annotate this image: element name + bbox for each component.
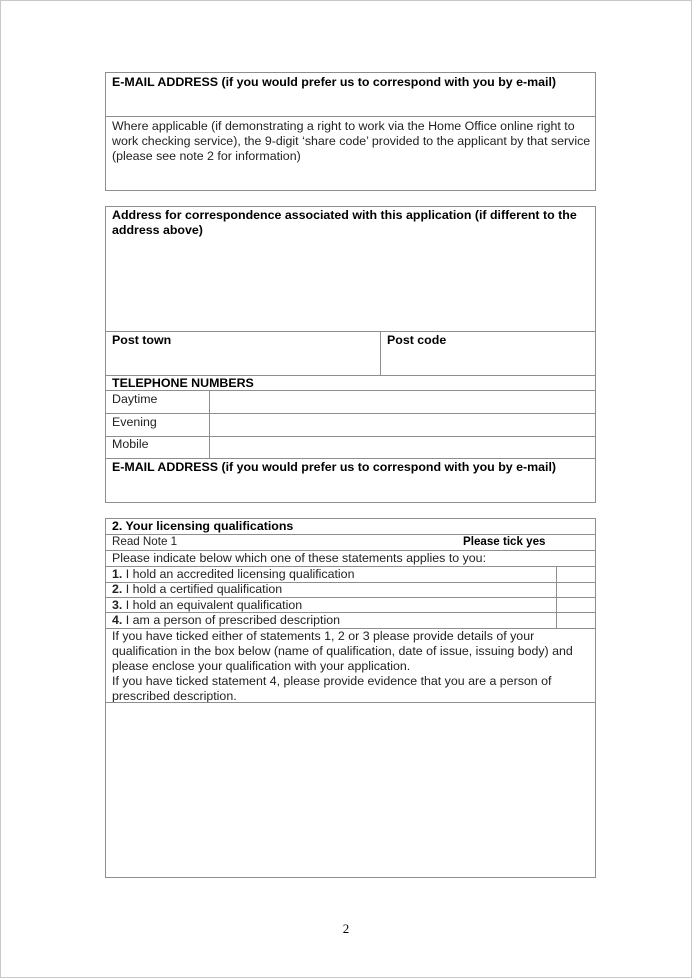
divider <box>105 458 596 459</box>
divider <box>380 331 381 375</box>
statement-2-checkbox[interactable] <box>558 583 595 597</box>
statement-text: I am a person of prescribed description <box>122 613 340 627</box>
phone-label-mobile: Mobile <box>112 437 149 451</box>
share-code-text: Where applicable (if demonstrating a right to work via the Home Office online right to work checking service), the 9-digit ‘share code’ provided to the applicant by that service (please see note 2 for information) <box>112 119 591 163</box>
daytime-phone-input[interactable] <box>211 391 595 412</box>
email-label-top: E-MAIL ADDRESS (if you would prefer us to correspond with you by e-mail) <box>112 75 557 89</box>
statement-text: I hold a certified qualification <box>122 582 283 596</box>
statement-number: 3. <box>112 598 123 612</box>
post-town-label: Post town <box>112 333 172 347</box>
statement-text: I hold an equivalent qualification <box>122 598 303 612</box>
evening-phone-input[interactable] <box>211 414 595 435</box>
email-label-correspondence: E-MAIL ADDRESS (if you would prefer us to correspond with you by e-mail) <box>112 460 557 474</box>
read-note-label: Read Note 1 <box>112 535 178 548</box>
statement-text: I hold an accredited licensing qualification <box>122 567 355 581</box>
post-code-input[interactable] <box>382 349 594 374</box>
share-code-input[interactable] <box>106 166 595 190</box>
statement-4-checkbox[interactable] <box>558 613 595 627</box>
statement-1-checkbox[interactable] <box>558 567 595 581</box>
phone-label-daytime: Daytime <box>112 392 158 406</box>
details-text-2: If you have ticked statement 4, please provide evidence that you are a person of prescribed description. <box>112 674 552 703</box>
qualifications-heading: 2. Your licensing qualifications <box>112 519 294 533</box>
telephone-heading: TELEPHONE NUMBERS <box>112 376 254 390</box>
statement-3 <box>112 598 302 613</box>
divider <box>105 331 596 332</box>
statement-number: 4. <box>112 613 123 627</box>
email-input-correspondence[interactable] <box>106 476 595 502</box>
instruction-text: Please indicate below which one of these statements applies to you: <box>112 551 487 565</box>
post-town-input[interactable] <box>106 349 378 374</box>
statement-2 <box>112 582 282 597</box>
page-number: 2 <box>342 921 350 936</box>
tick-yes-label: Please tick yes <box>463 535 546 548</box>
qualification-details-input[interactable] <box>106 703 595 877</box>
correspondence-address-label: Address for correspondence associated with this application (if different to the address above) <box>112 208 577 237</box>
phone-label-evening: Evening <box>112 415 157 429</box>
divider <box>209 390 210 458</box>
details-text-1: If you have ticked either of statements 1, 2 or 3 please provide details of your qualification in the box below (name of qualification, date of issue, issuing body) and please enclose your qualification with your application. <box>112 629 573 673</box>
statement-number: 1. <box>112 567 123 581</box>
statement-3-checkbox[interactable] <box>558 598 595 612</box>
divider <box>105 116 596 117</box>
email-input-top[interactable] <box>106 91 595 115</box>
statement-1 <box>112 567 354 582</box>
mobile-phone-input[interactable] <box>211 437 595 458</box>
statement-4 <box>112 613 340 628</box>
statement-number: 2. <box>112 582 123 596</box>
post-code-label: Post code <box>387 333 447 347</box>
correspondence-address-input[interactable] <box>106 240 595 330</box>
